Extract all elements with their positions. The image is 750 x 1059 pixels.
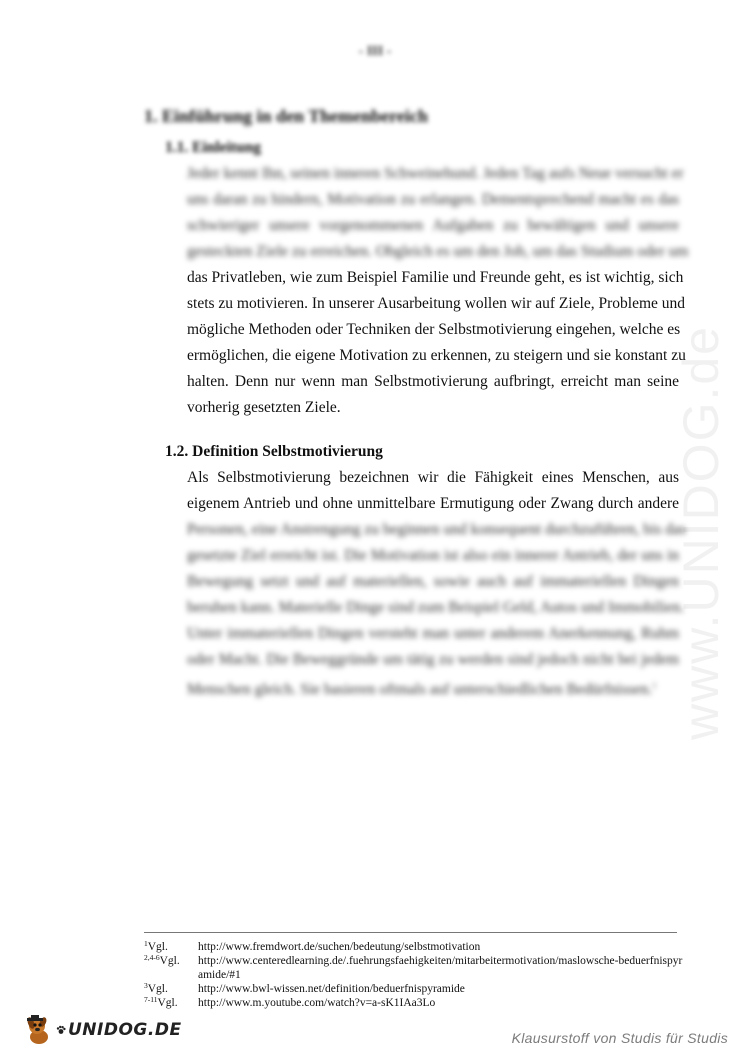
subsection-heading-definition: 1.2. Definition Selbstmotivierung [165, 443, 383, 460]
text-line: Als Selbstmotivierung bezeichnen wir die Fähigkeit eines Menschen, aus [187, 469, 679, 486]
text-line: eigenem Antrieb und ohne unmittelbare Ermutigung oder Zwang durch andere [187, 495, 679, 512]
paw-icon [56, 1025, 66, 1035]
slogan: Klausurstoff von Studis für Studis [511, 1030, 728, 1046]
footnote-link[interactable]: http://www.m.youtube.com/watch?v=a-sK1IAa3Lo [198, 997, 436, 1009]
text-line: vorherig gesetzten Ziele. [187, 399, 341, 416]
dog-mascot-icon [22, 1013, 56, 1047]
text-line: schwieriger unsere vorgenommenen Aufgaben zu bewältigen und unsere [187, 217, 679, 234]
page-number: - III - [358, 44, 392, 59]
text-line: das Privatleben, wie zum Beispiel Familie und Freunde geht, es ist wichtig, sich [187, 269, 684, 286]
text-line: Jeder kennt Ihn, seinen inneren Schweinehund. Jeden Tag aufs Neue versucht er [187, 165, 684, 182]
unidog-logo[interactable] [22, 1013, 182, 1047]
paragraph-definition [187, 465, 686, 699]
text-line: oder Macht. Die Beweggründe um tätig zu werden sind jedoch nicht bei jedem [187, 651, 679, 668]
footnote-link[interactable]: http://www.fremdwort.de/suchen/bedeutung/selbstmotivation [198, 941, 481, 953]
footnote: $^1$Vgl. http://www.fremdwort.de/suchen/bedeutung/selbstmotivation [144, 939, 481, 953]
text-line: ermöglichen, die eigene Motivation zu erkennen, zu steigern und sie konstant zu [187, 347, 686, 364]
footnote-link[interactable]: http://www.centeredlearning.de/.fuehrungsfaehigkeiten/mitarbeitermotivation/maslowsche-beduerfnispyramide/#1 [198, 955, 683, 981]
text-line: halten. Denn nur wenn man Selbstmotivierung aufbringt, erreicht man seine [187, 373, 679, 390]
section-heading: 1. Einführung in den Themenbereich [144, 106, 428, 126]
subsection-heading-introduction: 1.1. Einleitung [165, 139, 262, 156]
text-line: uns daran zu hindern, Motivation zu erlangen. Dementsprechend macht es das [187, 191, 679, 208]
text-line: Menschen gleich. Sie basieren oftmals auf unterschiedlichen Bedürfnissen.$^1$ [187, 681, 657, 699]
logo-text: UNIDOG.DE [68, 1020, 182, 1040]
footnote-rule [144, 932, 677, 933]
text-line: stets zu motivieren. In unserer Ausarbeitung wollen wir auf Ziele, Probleme und [187, 295, 686, 312]
text-line: gesteckten Ziele zu erreichen. Obgleich es um den Job, um das Studium oder um [187, 243, 689, 260]
watermark: www.UNIDOG.de [673, 325, 729, 740]
text-line: beruhen kann. Materielle Dinge sind zum Beispiel Geld, Autos und Immobilien. [187, 599, 685, 616]
footnote-link[interactable]: http://www.bwl-wissen.net/definition/beduerfnispyramide [198, 983, 465, 995]
paragraph-introduction [187, 161, 689, 421]
footnote: $^3$Vgl. http://www.bwl-wissen.net/definition/beduerfnispyramide [144, 981, 465, 995]
text-line: gesetzte Ziel erreicht ist. Die Motivation ist also ein innerer Antrieb, der uns in [187, 547, 679, 564]
footnotes [144, 940, 684, 1010]
footnote: $^{7-11}$Vgl. http://www.m.youtube.com/watch?v=a-sK1IAa3Lo [144, 995, 436, 1009]
text-line: Unter immateriellen Dingen versteht man unter anderem Anerkennung, Ruhm [187, 625, 679, 642]
footnote-mark: 1 [652, 681, 657, 690]
text-line: Personen, eine Anstrengung zu beginnen und konsequent durchzuführen, bis das [187, 521, 686, 538]
text-line: mögliche Methoden oder Techniken der Selbstmotivierung eingehen, welche es [187, 321, 681, 338]
text-line: Bewegung setzt und auf materiellen, sowie auch auf immateriellen Dingen [187, 573, 679, 590]
footnote: $^{2,4-6}$Vgl. http://www.centeredlearning.de/.fuehrungsfaehigkeiten/mitarbeitermotivation/maslowsche-beduerfnispyramide/#1 [144, 953, 683, 981]
